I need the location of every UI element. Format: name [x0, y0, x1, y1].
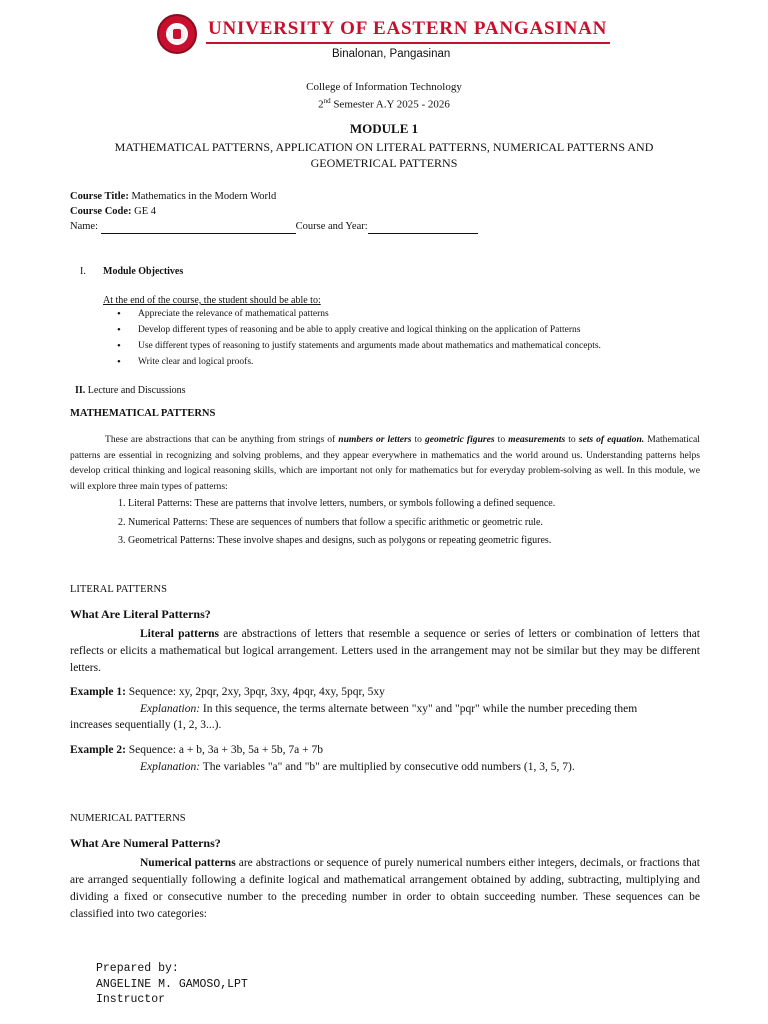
pattern-types-list — [118, 497, 555, 553]
semester-line: 2nd Semester A.Y 2025 - 2026 — [318, 97, 450, 111]
objectives-list — [103, 307, 601, 371]
literal-definition: Literal patterns are abstractions of letters that resemble a sequence or series of letters or combination of letters that reflects or elicits a mathematical but logical arrangement. Letters used in the arrangement may not be similar but they may be different letters. — [70, 628, 701, 674]
objective-item: • Develop different types of reasoning and be able to apply creative and logical thinking on the application of Patterns — [103, 323, 601, 339]
numerical-question: What Are Numeral Patterns? — [70, 836, 221, 850]
lecture-line: II. Lecture and Discussions — [75, 385, 186, 396]
objectives-numeral: I. — [80, 266, 86, 277]
literal-question: What Are Literal Patterns? — [70, 607, 211, 621]
university-location: Binalonan, Pangasinan — [332, 48, 451, 60]
course-year-blank[interactable] — [368, 222, 478, 234]
numerical-definition: Numerical patterns are abstractions or sequence of purely numerical numbers either integers, decimals, or fractions that are arranged sequentially following a definite logical and mathematical arrangement obtained by adding, subtracting, multiplying and dividing a fixed or consecutive number to the preceding number in order to obtain succeeding number. These sequences can be classified into two categories: — [70, 857, 700, 920]
objectives-heading: Module Objectives — [103, 266, 184, 277]
course-code-line: Course Code: GE 4 — [70, 206, 157, 217]
prepared-by: Prepared by: ANGELINE M. GAMOSO,LPT Instructor — [96, 962, 248, 1006]
module-title: MATHEMATICAL PATTERNS, APPLICATION ON LITERAL PATTERNS, NUMERICAL PATTERNS AND GEOMETRICAL PATTERNS — [114, 140, 654, 170]
university-seal-icon — [157, 14, 197, 54]
course-title-line: Course Title: Mathematics in the Modern World — [70, 191, 277, 202]
objectives-intro: At the end of the course, the student should be able to: — [103, 295, 321, 306]
objective-item: • Use different types of reasoning to justify statements and arguments made about mathematics and mathematical concepts. — [103, 339, 601, 355]
objective-item: • Appreciate the relevance of mathematical patterns — [103, 307, 601, 323]
math-patterns-heading: MATHEMATICAL PATTERNS — [70, 408, 216, 419]
pattern-type-item: 2. Numerical Patterns: These are sequences of numbers that follow a specific arithmetic or geometric rule. — [118, 516, 543, 528]
name-blank[interactable] — [101, 222, 296, 234]
college-name: College of Information Technology — [306, 81, 462, 93]
example-2: Example 2: Sequence: a + b, 3a + 3b, 5a + 5b, 7a + 7b — [70, 744, 324, 756]
objective-item: • Write clear and logical proofs. — [103, 355, 601, 371]
literal-heading: LITERAL PATTERNS — [70, 584, 167, 595]
numerical-heading: NUMERICAL PATTERNS — [70, 813, 186, 824]
pattern-type-item: 3. Geometrical Patterns: These involve shapes and designs, such as polygons or repeating geometric figures. — [118, 535, 552, 546]
math-patterns-paragraph: These are abstractions that can be anything from strings of numbers or letters to geometric figures to measurements to sets of equation. Mathematical patterns are essential in recognizing and solving problems, and they appear everywhere in mathematics and the world around us. Understanding patterns helps develop critical thinking and logical reasoning skills, which are important not only for mathematics but for everyday problem-solving as well. In this module, we will explore three main types of patterns: — [70, 434, 700, 492]
pattern-type-item: 1. Literal Patterns: These are patterns that involve letters, numbers, or symbols following a defined sequence. — [118, 498, 556, 509]
university-header — [0, 8, 768, 58]
example-1-explanation: Explanation: In this sequence, the terms alternate between "xy" and "pqr" while the number preceding them — [140, 703, 638, 715]
name-line: Name: Course and Year: — [70, 220, 478, 234]
example-2-explanation: Explanation: The variables "a" and "b" are multiplied by consecutive odd numbers (1, 3, 5, 7). — [140, 761, 575, 773]
header-rule — [206, 42, 610, 44]
university-name: UNIVERSITY OF EASTERN PANGASINAN — [208, 18, 608, 39]
example-1: Example 1: Sequence: xy, 2pqr, 2xy, 3pqr, 3xy, 4pqr, 4xy, 5pqr, 5xy — [70, 686, 385, 698]
module-number: MODULE 1 — [349, 121, 419, 136]
example-1-explanation-cont: increases sequentially (1, 2, 3...). — [70, 719, 222, 731]
